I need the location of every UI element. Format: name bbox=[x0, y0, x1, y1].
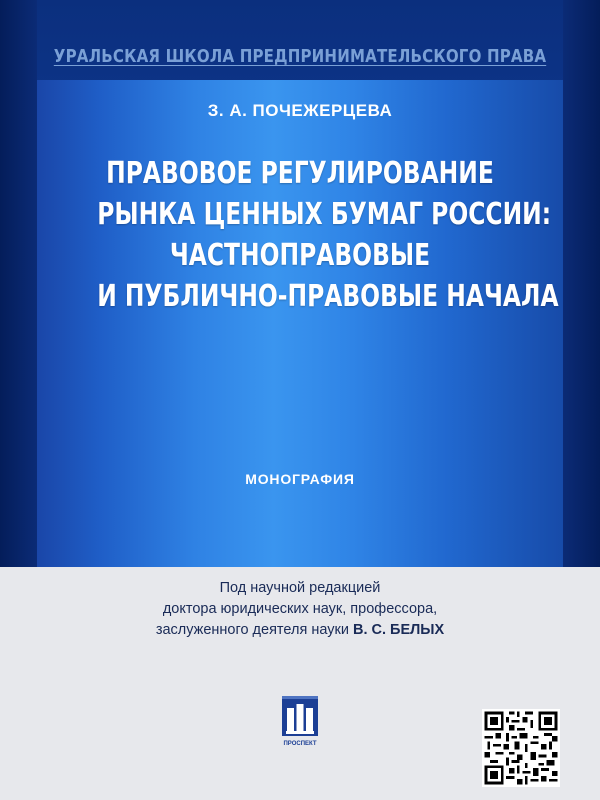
editor-line: доктора юридических наук, профессора, bbox=[162, 601, 438, 617]
editor-line bbox=[0, 620, 600, 641]
author-name: З. А. ПОЧЕЖЕРЦЕВА bbox=[207, 101, 393, 120]
editor-line: Под научной редакцией bbox=[219, 580, 381, 596]
publisher-logo-text: ПРОСПЕКТ bbox=[283, 741, 317, 747]
qr-code-icon bbox=[482, 709, 560, 787]
series-title: УРАЛЬСКАЯ ШКОЛА ПРЕДПРИНИМАТЕЛЬСКОГО ПРАВА bbox=[53, 47, 547, 67]
book-title-line: РЫНКА ЦЕННЫХ БУМАГ РОССИИ: bbox=[97, 197, 552, 232]
genre-label: МОНОГРАФИЯ bbox=[245, 471, 355, 487]
editor-credit bbox=[0, 578, 600, 641]
book-title-line: И ПУБЛИЧНО-ПРАВОВЫЕ НАЧАЛА bbox=[97, 279, 559, 314]
prospekt-logo-icon bbox=[278, 694, 322, 748]
editor-title: заслуженного деятеля науки bbox=[155, 622, 353, 638]
book-title-line: ЧАСТНОПРАВОВЫЕ bbox=[169, 238, 431, 273]
editor-name: В. С. БЕЛЫХ bbox=[352, 622, 445, 638]
book-title bbox=[97, 153, 559, 317]
book-title-line: ПРАВОВОЕ РЕГУЛИРОВАНИЕ bbox=[106, 156, 494, 191]
